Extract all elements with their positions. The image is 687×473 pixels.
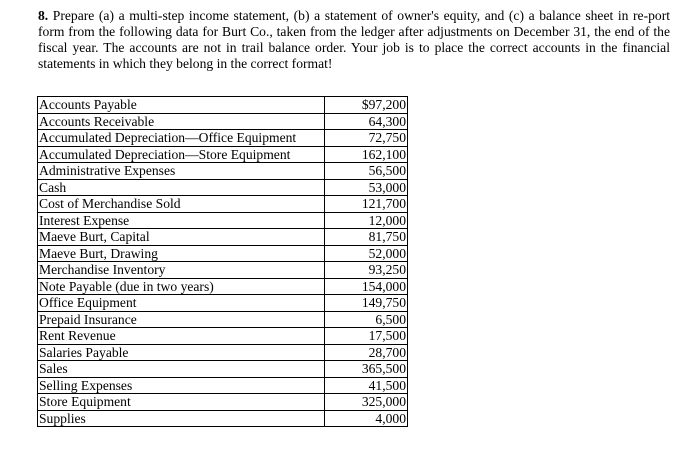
account-name: Cash: [38, 179, 325, 196]
account-amount: 93,250: [325, 262, 408, 279]
account-amount: 4,000: [325, 410, 408, 427]
account-amount: 41,500: [325, 377, 408, 394]
table-row: [38, 344, 408, 361]
account-amount: 12,000: [325, 212, 408, 229]
table-row: [38, 113, 408, 130]
account-name: Accounts Receivable: [38, 113, 325, 130]
account-amount: 162,100: [325, 146, 408, 163]
table-row: [38, 146, 408, 163]
account-name: Office Equipment: [38, 295, 325, 312]
account-amount: 121,700: [325, 196, 408, 213]
account-amount: 53,000: [325, 179, 408, 196]
table-row: [38, 311, 408, 328]
account-name: Note Payable (due in two years): [38, 278, 325, 295]
table-row: [38, 295, 408, 312]
table-row: [38, 245, 408, 262]
account-amount: 365,500: [325, 361, 408, 378]
table-row: [38, 97, 408, 114]
account-name: Interest Expense: [38, 212, 325, 229]
question-text: [38, 8, 670, 72]
table-row: [38, 196, 408, 213]
question-body: Prepare (a) a multi-step income statement, (b) a statement of owner's equity, and (c) a balance sheet in re-port form from the following data for Burt Co., taken from the ledger after adjustments on December 31, the end of the fiscal year. The accounts are not in trail balance order. Your job is to place the correct accounts in the financial statements in which they belong in the correct format!: [38, 8, 670, 71]
account-amount: 56,500: [325, 163, 408, 180]
table-row: [38, 229, 408, 246]
account-name: Accumulated Depreciation—Store Equipment: [38, 146, 325, 163]
table-row: [38, 410, 408, 427]
account-amount: $97,200: [325, 97, 408, 114]
account-amount: 72,750: [325, 130, 408, 147]
table-row: [38, 179, 408, 196]
table-row: [38, 377, 408, 394]
account-name: Salaries Payable: [38, 344, 325, 361]
table-row: [38, 212, 408, 229]
table-row: [38, 361, 408, 378]
account-name: Store Equipment: [38, 394, 325, 411]
account-name: Accounts Payable: [38, 97, 325, 114]
account-name: Maeve Burt, Capital: [38, 229, 325, 246]
accounts-table: [37, 96, 408, 427]
accounts-table-body: [38, 97, 408, 427]
account-name: Accumulated Depreciation—Office Equipment: [38, 130, 325, 147]
account-name: Supplies: [38, 410, 325, 427]
account-name: Cost of Merchandise Sold: [38, 196, 325, 213]
account-amount: 325,000: [325, 394, 408, 411]
table-row: [38, 328, 408, 345]
question-number: 8.: [38, 8, 49, 23]
account-amount: 52,000: [325, 245, 408, 262]
account-amount: 64,300: [325, 113, 408, 130]
table-row: [38, 262, 408, 279]
account-name: Selling Expenses: [38, 377, 325, 394]
account-amount: 154,000: [325, 278, 408, 295]
account-name: Merchandise Inventory: [38, 262, 325, 279]
account-amount: 149,750: [325, 295, 408, 312]
table-row: [38, 130, 408, 147]
account-amount: 81,750: [325, 229, 408, 246]
account-amount: 17,500: [325, 328, 408, 345]
account-amount: 28,700: [325, 344, 408, 361]
table-row: [38, 278, 408, 295]
account-name: Administrative Expenses: [38, 163, 325, 180]
account-name: Rent Revenue: [38, 328, 325, 345]
account-name: Maeve Burt, Drawing: [38, 245, 325, 262]
account-name: Sales: [38, 361, 325, 378]
account-name: Prepaid Insurance: [38, 311, 325, 328]
table-row: [38, 394, 408, 411]
table-row: [38, 163, 408, 180]
account-amount: 6,500: [325, 311, 408, 328]
